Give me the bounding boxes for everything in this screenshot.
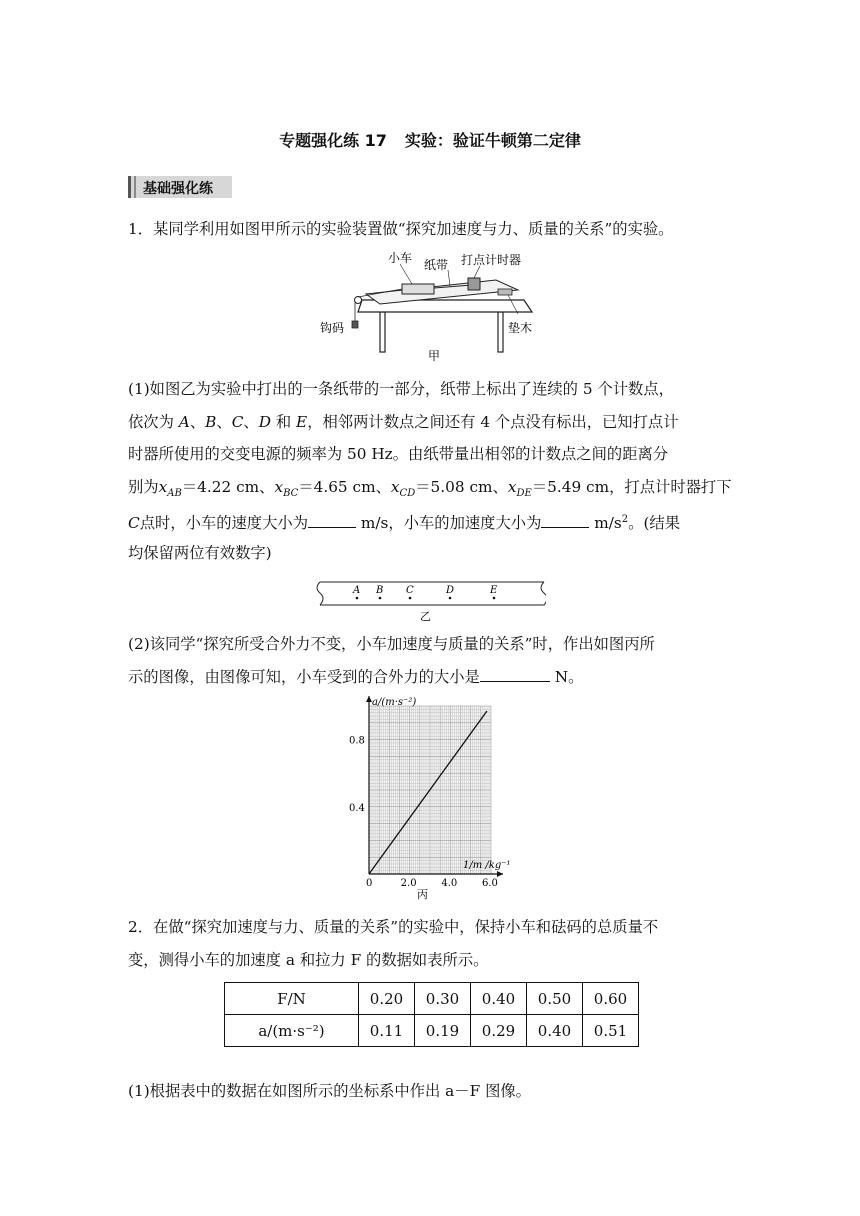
label-car: 小车 [388,251,413,265]
table-cell: 0.50 [527,983,583,1015]
table-cell: 0.11 [359,1015,415,1047]
q1-p1-line3: 时器所使用的交变电源的频率为 50 Hz。由纸带量出相邻的计数点之间的距离分 [128,445,669,463]
table-cell: 0.51 [583,1015,639,1047]
y-axis-label: a/(m·s⁻²) [372,697,417,708]
q2-line1: 2．在做“探究加速度与力、质量的关系”的实验中，保持小车和砝码的总质量不 [128,918,659,936]
y-tick-label: 0.4 [349,802,365,814]
tape-label-c: C [406,585,414,596]
d-cd: 5.08 cm [430,478,493,496]
x-tick-label: 6.0 [482,878,498,889]
page-title [0,128,860,151]
y-tick-label: 0.8 [349,735,365,747]
q1-p1-line2: 依次为 A、B、C、D 和 E，相邻两计数点之间还有 4 个点没有标出，已知打点计 [128,413,679,431]
tape-label-e: E [490,585,498,596]
caption-jia: 甲 [428,349,441,363]
d-bc: 4.65 cm [313,478,376,496]
tape-dot-b [379,597,382,600]
q1-p1-line1: (1)如图乙为实验中打出的一条纸带的一部分，纸带上标出了连续的 5 个计数点， [128,380,674,398]
tape-dot-a [356,597,359,600]
q1-p2-line1: (2)该同学“探究所受合外力不变，小车加速度与质量的关系”时，作出如图丙所 [128,635,655,653]
section-tag [128,176,232,198]
table-header-cell: F/N [225,983,359,1015]
d-de: 5.49 cm [547,478,610,496]
answer-blank-a[interactable] [541,513,589,528]
table-cell: 0.40 [527,1015,583,1047]
answer-blank-force[interactable] [480,667,550,682]
tape-dot-d [449,597,452,600]
table-cell: 0.30 [415,983,471,1015]
label-tape: 纸带 [424,258,449,272]
caption-yi: 乙 [420,610,431,622]
table-cell: 0.40 [471,983,527,1015]
q2-part1: (1)根据表中的数据在如图所示的坐标系中作出 a－F 图像。 [128,1082,531,1100]
x-axis-label: 1/m /kg⁻¹ [463,860,511,871]
q1-p1-line6: 均保留两位有效数字) [128,544,272,562]
q1-p2-line2: 示的图像，由图像可知，小车受到的合外力的大小是 N。 [128,668,584,686]
tape-dot-c [409,597,412,600]
table-cell: 0.29 [471,1015,527,1047]
table-cell: 0.60 [583,983,639,1015]
table-header-cell: a/(m·s⁻²) [225,1015,359,1047]
q1-intro: 1．某同学利用如图甲所示的实验装置做“探究加速度与力、质量的关系”的实验。 [128,220,674,238]
q2-table [224,982,639,1047]
caption-bing: 丙 [417,888,428,901]
q1-p1-line5: C点时，小车的速度大小为 m/s，小车的加速度大小为 $m/s^2$。(结果 [128,514,680,533]
section-label: 基础强化练 [143,181,213,197]
answer-blank-v[interactable] [308,513,356,528]
q2-table-wrap [224,982,639,1047]
title-number: 专题强化练 17 [279,131,387,150]
q2-line2: 变，测得小车的加速度 a 和拉力 F 的数据如表所示。 [128,951,489,969]
tape-label-a: A [353,585,361,596]
d-ab: 4.22 cm [197,478,260,496]
q1-p1-line4: 别为$x_{AB}=4.22$ cm、$x_{BC}=4.65$ cm、$x_{CD}=5.08$ cm、$x_{DE}=5.49$ cm，打点计时器打下 [128,478,732,500]
x-tick-label: 4.0 [441,878,458,889]
label-hook: 钩码 [320,321,345,335]
tape-dot-e [493,597,496,600]
title-topic: 实验：验证牛顿第二定律 [404,131,581,150]
table-row [225,983,639,1015]
tape-label-b: B [376,585,384,596]
table-cell: 0.19 [415,1015,471,1047]
table-cell: 0.20 [359,983,415,1015]
x-tick-label: 0 [366,878,373,889]
figure-bing-chart [340,696,520,902]
label-pad: 垫木 [508,321,533,335]
tape-label-d: D [446,585,455,596]
x-axis-arrow [497,871,503,877]
label-timer: 打点计时器 [461,253,522,267]
figure-yi-tape [314,578,546,622]
table-row [225,1015,639,1047]
x-tick-label: 2.0 [400,878,417,889]
figure-jia [300,246,560,364]
